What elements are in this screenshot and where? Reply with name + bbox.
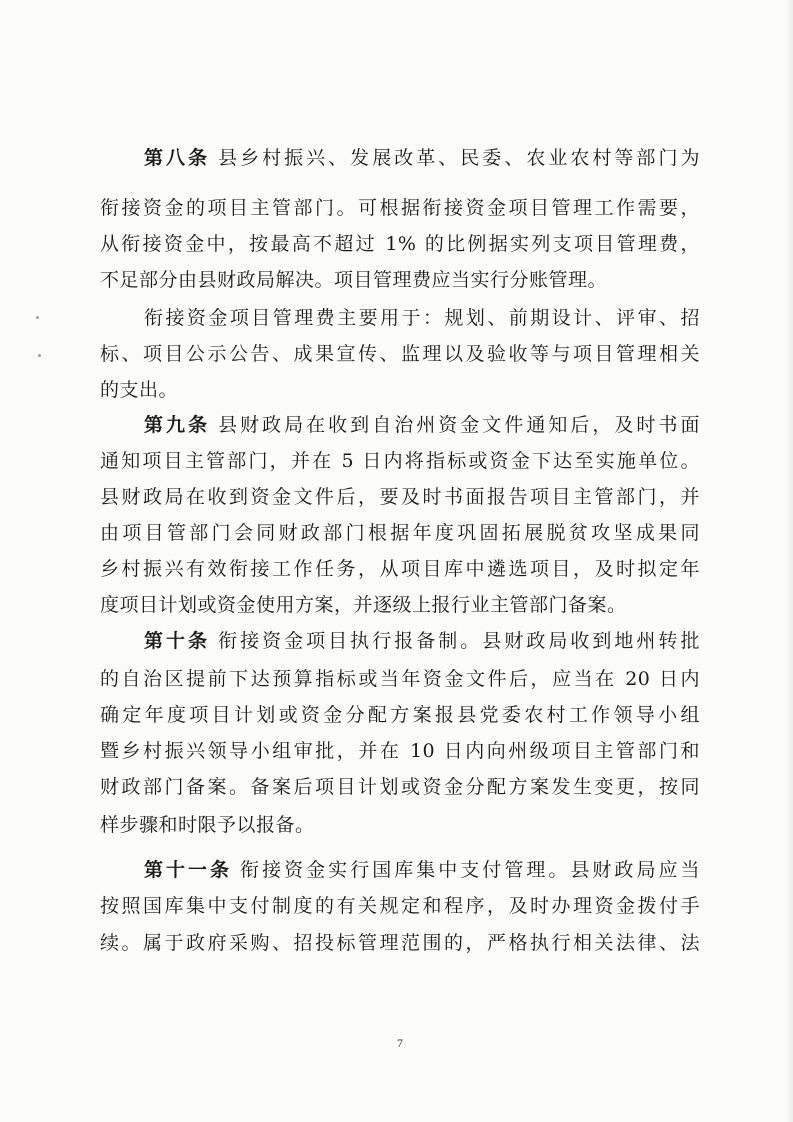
article-9-line-1: 第九条 县财政局在收到自治州资金文件通知后，及时书面 [144,414,700,436]
article-9-line-2: 通知项目主管部门，并在 5 日内将指标或资金下达至实施单位。 [100,450,700,472]
article-9-title: 第九条 [144,414,211,436]
article-8-title: 第八条 [144,147,211,169]
fee-para-line-1: 衔接资金项目管理费主要用于：规划、前期设计、评审、招 [144,307,700,329]
article-11-line-1: 第十一条 衔接资金实行国库集中支付管理。县财政局应当 [144,859,700,881]
fee-para-line-3: 的支出。 [100,379,179,401]
article-11-line-2: 按照国库集中支付制度的有关规定和程序，及时办理资金拨付手 [100,895,700,917]
article-11-title: 第十一条 [144,859,233,881]
article-8-line-3: 从衔接资金中，按最高不超过 1% 的比例据实列支项目管理费， [100,233,700,255]
scan-speck [36,316,39,319]
article-9-line-6: 度项目计划或资金使用方案，并逐级上报行业主管部门备案。 [100,594,627,616]
article-10-line-3: 确定年度项目计划或资金分配方案报县党委农村工作领导小组 [100,704,700,726]
article-9-line-3: 县财政局在收到资金文件后，要及时书面报告项目主管部门，并 [100,486,700,508]
article-9-line-4: 由项目管部门会同财政部门根据年度巩固拓展脱贫攻坚成果同 [100,522,700,544]
article-10-line-5: 财政部门备案。备案后项目计划或资金分配方案发生变更，按同 [100,776,700,798]
page-number: 7 [397,1036,403,1050]
scan-edge-shadow [785,0,793,1122]
article-8-line-2: 衔接资金的项目主管部门。可根据衔接资金项目管理工作需要， [100,197,700,219]
article-10-line-1: 第十条 衔接资金项目执行报备制。县财政局收到地州转批 [144,630,700,652]
scan-speck [38,354,41,357]
article-9-line-5: 乡村振兴有效衔接工作任务，从项目库中遴选项目，及时拟定年 [100,558,700,580]
article-10-title: 第十条 [144,630,211,652]
article-8-line-4: 不足部分由县财政局解决。项目管理费应当实行分账管理。 [100,269,608,291]
fee-para-line-2: 标、项目公示公告、成果宣传、监理以及验收等与项目管理相关 [100,343,700,365]
article-10-line-6: 样步骤和时限予以报备。 [100,814,315,836]
article-10-line-2: 的自治区提前下达预算指标或当年资金文件后，应当在 20 日内 [100,668,700,690]
article-11-line-3: 续。属于政府采购、招投标管理范围的，严格执行相关法律、法 [100,932,700,954]
article-8-line-1: 第八条 县乡村振兴、发展改革、民委、农业农村等部门为 [144,147,700,169]
article-10-line-4: 暨乡村振兴领导小组审批，并在 10 日内向州级项目主管部门和 [100,740,700,762]
